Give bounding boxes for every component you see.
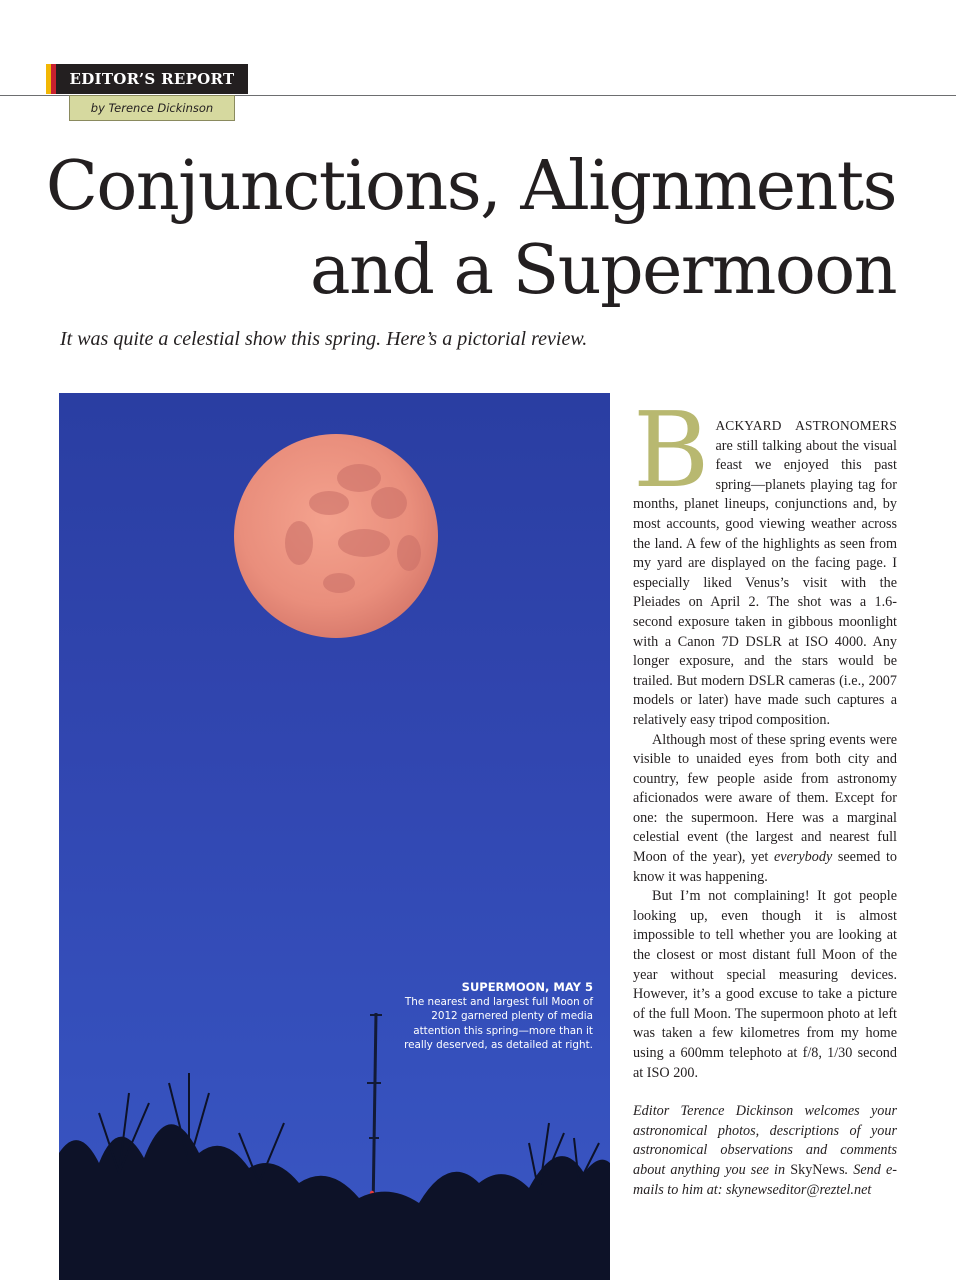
paragraph-1-text: are still talking about the visual feast we enjoyed this past spring—planets playing tag for months, planet lineups, conjunctions and, by most accounts, good viewing weather across the land. A few of the highlights as seen from my yard are displayed on the facing page. I especially liked Venus’s visit with the Pleiades on April 2. The shot was a 1.6-second exposure taken in gibbous moonlight with a Canon 7D DSLR at ISO 4000. Any longer exposure, and the stars would be trailed. But modern DSLR cameras (i.e., 2007 models or later) have made such captures a relatively easy tripod composition. [633, 437, 897, 728]
caption-text: The nearest and largest full Moon of 2012 garnered plenty of media attention this spring—more than it really deserved, as detailed at right. [404, 996, 593, 1051]
paragraph-2-text-b: seemed to know it was happening. [633, 849, 897, 885]
article-deck: It was quite a celestial show this spring. Here’s a pictorial review. [60, 328, 588, 350]
paragraph-2 [633, 731, 897, 888]
caption-title: SUPERMOON, MAY 5 [461, 980, 593, 994]
article-title [46, 145, 896, 313]
section-label: EDITOR’S REPORT [56, 64, 248, 94]
supermoon-illustration [59, 393, 610, 1280]
title-line-1: Conjunctions, Alignments [45, 147, 896, 226]
title-line-2: and a Supermoon [310, 231, 896, 310]
article-body [633, 389, 897, 1200]
paragraph-3: But I’m not complaining! It got people looking up, even though it is almost impossible to tell whether you are looking at the closest or most distant full Moon of the year without special measuring devices. However, it’s a good excuse to take a picture of the full Moon. The supermoon photo at left was taken a few kilometres from my home using a 600mm telephoto at f/8, 1/30 second at ISO 200. [633, 888, 897, 1081]
paragraph-2-emphasis: everybody [773, 849, 833, 866]
editor-note-text-b: . Send e-mails to him at: skynewseditor@reztel.net [633, 1161, 897, 1198]
editor-note-text-a: Editor Terence Dickinson welcomes your astronomical photos, descriptions of your astronomical observations and comments about anything you see in [633, 1103, 897, 1178]
byline: by Terence Dickinson [69, 95, 235, 121]
lead-in-caps: ACKYARD ASTRONOMERS [715, 418, 897, 433]
drop-cap: B [633, 389, 710, 511]
magazine-name: SkyNews [790, 1161, 845, 1178]
paragraph-1 [633, 389, 897, 731]
photo-caption [393, 980, 593, 1052]
tree-silhouettes [59, 1124, 610, 1280]
paragraph-2-text-a: Although most of these spring events were visible to unaided eyes from both city and country, few people aside from astronomy aficionados were aware of them. Except for one: the supermoon. Here was a marginal celestial event (the largest and nearest full Moon of the year), yet [633, 731, 897, 866]
editor-note [633, 1102, 897, 1200]
supermoon-photo [59, 393, 610, 1280]
